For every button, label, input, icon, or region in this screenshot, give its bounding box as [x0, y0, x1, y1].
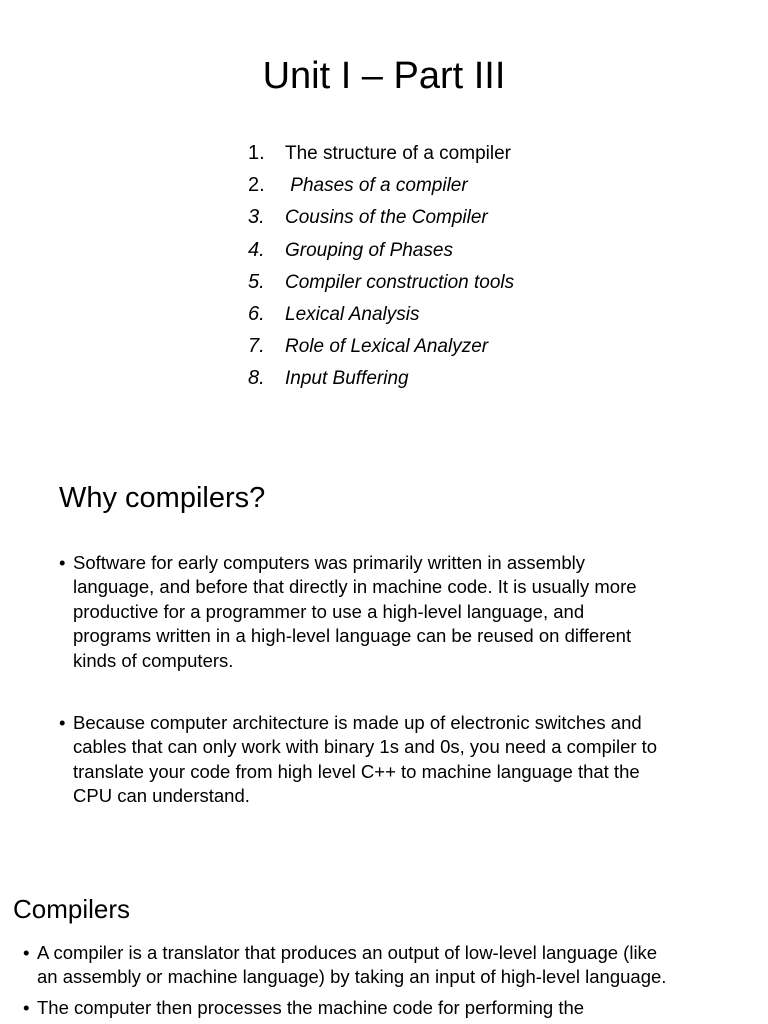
- bullet-text: [23, 941, 753, 990]
- slide-heading: Why compilers?: [59, 482, 266, 514]
- slide-heading: Compilers: [13, 894, 131, 924]
- bullet-line: language, and before that directly in machine code. It is usually more: [73, 576, 637, 598]
- topic-item: [248, 331, 514, 363]
- topic-item: [248, 267, 514, 299]
- topic-item: [248, 363, 514, 395]
- topic-text: Phases of a compiler: [285, 175, 468, 197]
- bullet-line: an assembly or machine language) by taking an input of high-level language.: [37, 966, 667, 988]
- topic-text: Compiler construction tools: [285, 271, 515, 293]
- topic-number: 8.: [248, 367, 265, 390]
- slide-title: Unit I – Part III: [262, 55, 506, 97]
- topic-item: [248, 235, 514, 267]
- bullet-line: CPU can understand.: [73, 785, 250, 807]
- bullet-text: [59, 551, 729, 673]
- bullet-point: [23, 941, 753, 990]
- bullet-text: [23, 996, 753, 1020]
- topic-item: [248, 170, 514, 202]
- bullet-dot-icon: •: [59, 712, 66, 733]
- topic-text: Cousins of the Compiler: [285, 207, 488, 229]
- topic-item: [248, 138, 514, 170]
- bullet-text: [59, 711, 729, 809]
- topic-list: [248, 138, 514, 396]
- topic-number: 5.: [248, 270, 265, 293]
- bullet-point: [59, 551, 729, 673]
- topic-item: [248, 299, 514, 331]
- bullet-point: [59, 711, 729, 809]
- topic-number: 6.: [248, 302, 265, 325]
- topic-number: 1.: [248, 142, 265, 164]
- bullet-line: A compiler is a translator that produces an output of low-level language (like: [37, 942, 658, 963]
- topic-text: Lexical Analysis: [285, 303, 420, 325]
- topic-text: Grouping of Phases: [285, 239, 453, 261]
- topic-item: [248, 202, 514, 234]
- topic-text: Role of Lexical Analyzer: [285, 336, 489, 358]
- bullet-line: translate your code from high level C++ to machine language that the: [73, 760, 640, 782]
- bullet-dot-icon: •: [23, 997, 30, 1018]
- bullet-line: kinds of computers.: [73, 649, 234, 671]
- topic-text: Input Buffering: [285, 368, 409, 390]
- topic-number: 4.: [248, 238, 265, 261]
- bullet-line: Because computer architecture is made up of electronic switches and: [73, 712, 642, 733]
- bullet-line: The computer then processes the machine code for performing the: [37, 997, 585, 1018]
- bullet-dot-icon: •: [23, 942, 30, 963]
- topic-text: The structure of a compiler: [285, 143, 511, 164]
- topic-number: 2.: [248, 174, 265, 197]
- topic-number: 3.: [248, 206, 265, 229]
- topic-number: 7.: [248, 335, 265, 358]
- bullet-line: productive for a programmer to use a high-level language, and: [73, 600, 585, 622]
- bullet-line: programs written in a high-level language can be reused on different: [73, 625, 632, 647]
- bullet-point: [23, 996, 753, 1020]
- bullet-line: cables that can only work with binary 1s and 0s, you need a compiler to: [73, 736, 658, 758]
- bullet-line: Software for early computers was primarily written in assembly: [73, 552, 585, 573]
- bullet-dot-icon: •: [59, 552, 66, 573]
